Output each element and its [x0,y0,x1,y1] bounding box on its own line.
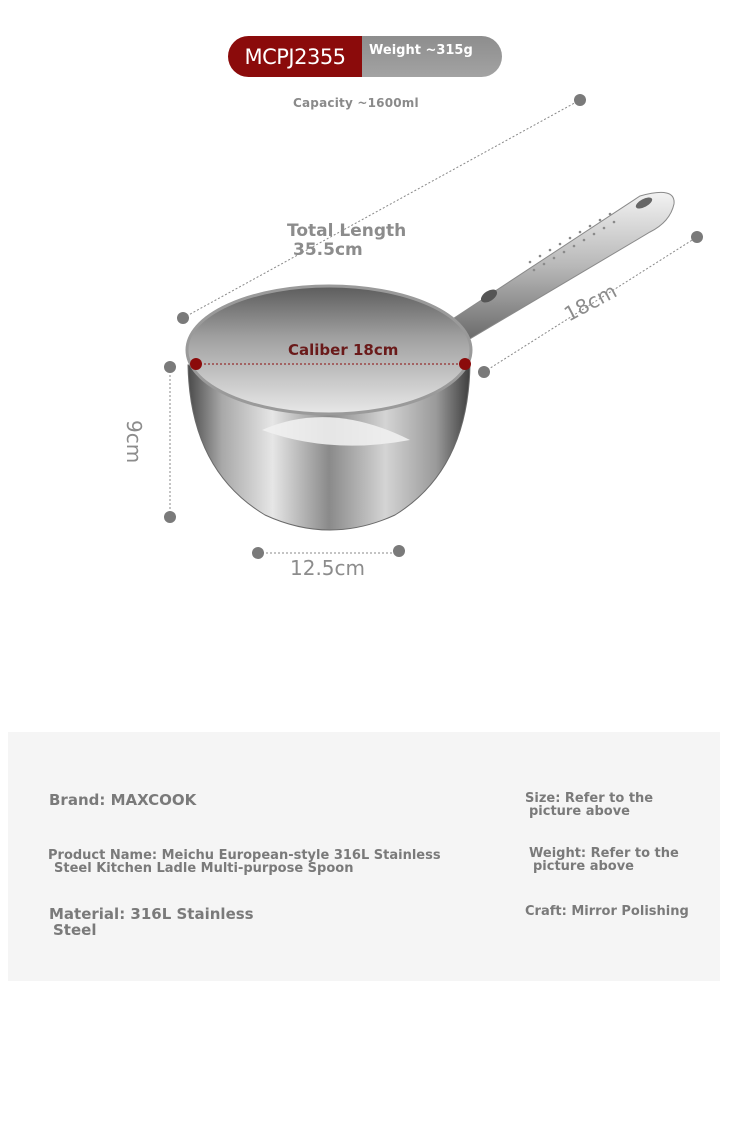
spec-size [525,792,653,818]
handle-shape [448,192,674,340]
caliber-dot-left [190,358,202,370]
handle-dim-dot-start [478,366,490,378]
total-length-dot-end [574,94,586,106]
spec-weight-line2: picture above [533,859,634,874]
caliber-label: Caliber 18cm [288,341,399,359]
handle-dim-dot-end [691,231,703,243]
height-dot-top [164,361,176,373]
weight-label: Weight ~315g [362,36,502,77]
spec-material-line1: Material: 316L Stainless [49,905,254,923]
spec-size-line1: Size: Refer to the [525,791,654,806]
handle-length-label: 18cm [560,278,621,327]
spec-size-line2: picture above [529,804,630,819]
total-length-dot-start [177,312,189,324]
spec-product-name [48,849,441,875]
base-diameter-label: 12.5cm [290,556,366,580]
spec-craft: Craft: Mirror Polishing [525,904,689,919]
total-length-value: 35.5cm [293,240,363,260]
spec-weight-line1: Weight: Refer to the [529,846,679,861]
spec-product-name-line2: Steel Kitchen Ladle Multi-purpose Spoon [54,861,354,876]
model-number: MCPJ2355 [228,36,362,77]
capacity-label: Capacity ~1600ml [293,96,419,110]
height-dot-bottom [164,511,176,523]
spec-weight [529,847,679,873]
height-label: 9cm [122,420,146,464]
spec-material-line2: Steel [53,921,97,939]
total-length-label: Total Length [287,221,407,241]
spec-material [49,906,254,938]
spec-product-name-line1: Product Name: Meichu European-style 316L Stainless [48,848,441,863]
spec-brand: Brand: MAXCOOK [49,791,197,809]
caliber-dot-right [459,358,471,370]
base-dot-right [393,545,405,557]
base-dot-left [252,547,264,559]
